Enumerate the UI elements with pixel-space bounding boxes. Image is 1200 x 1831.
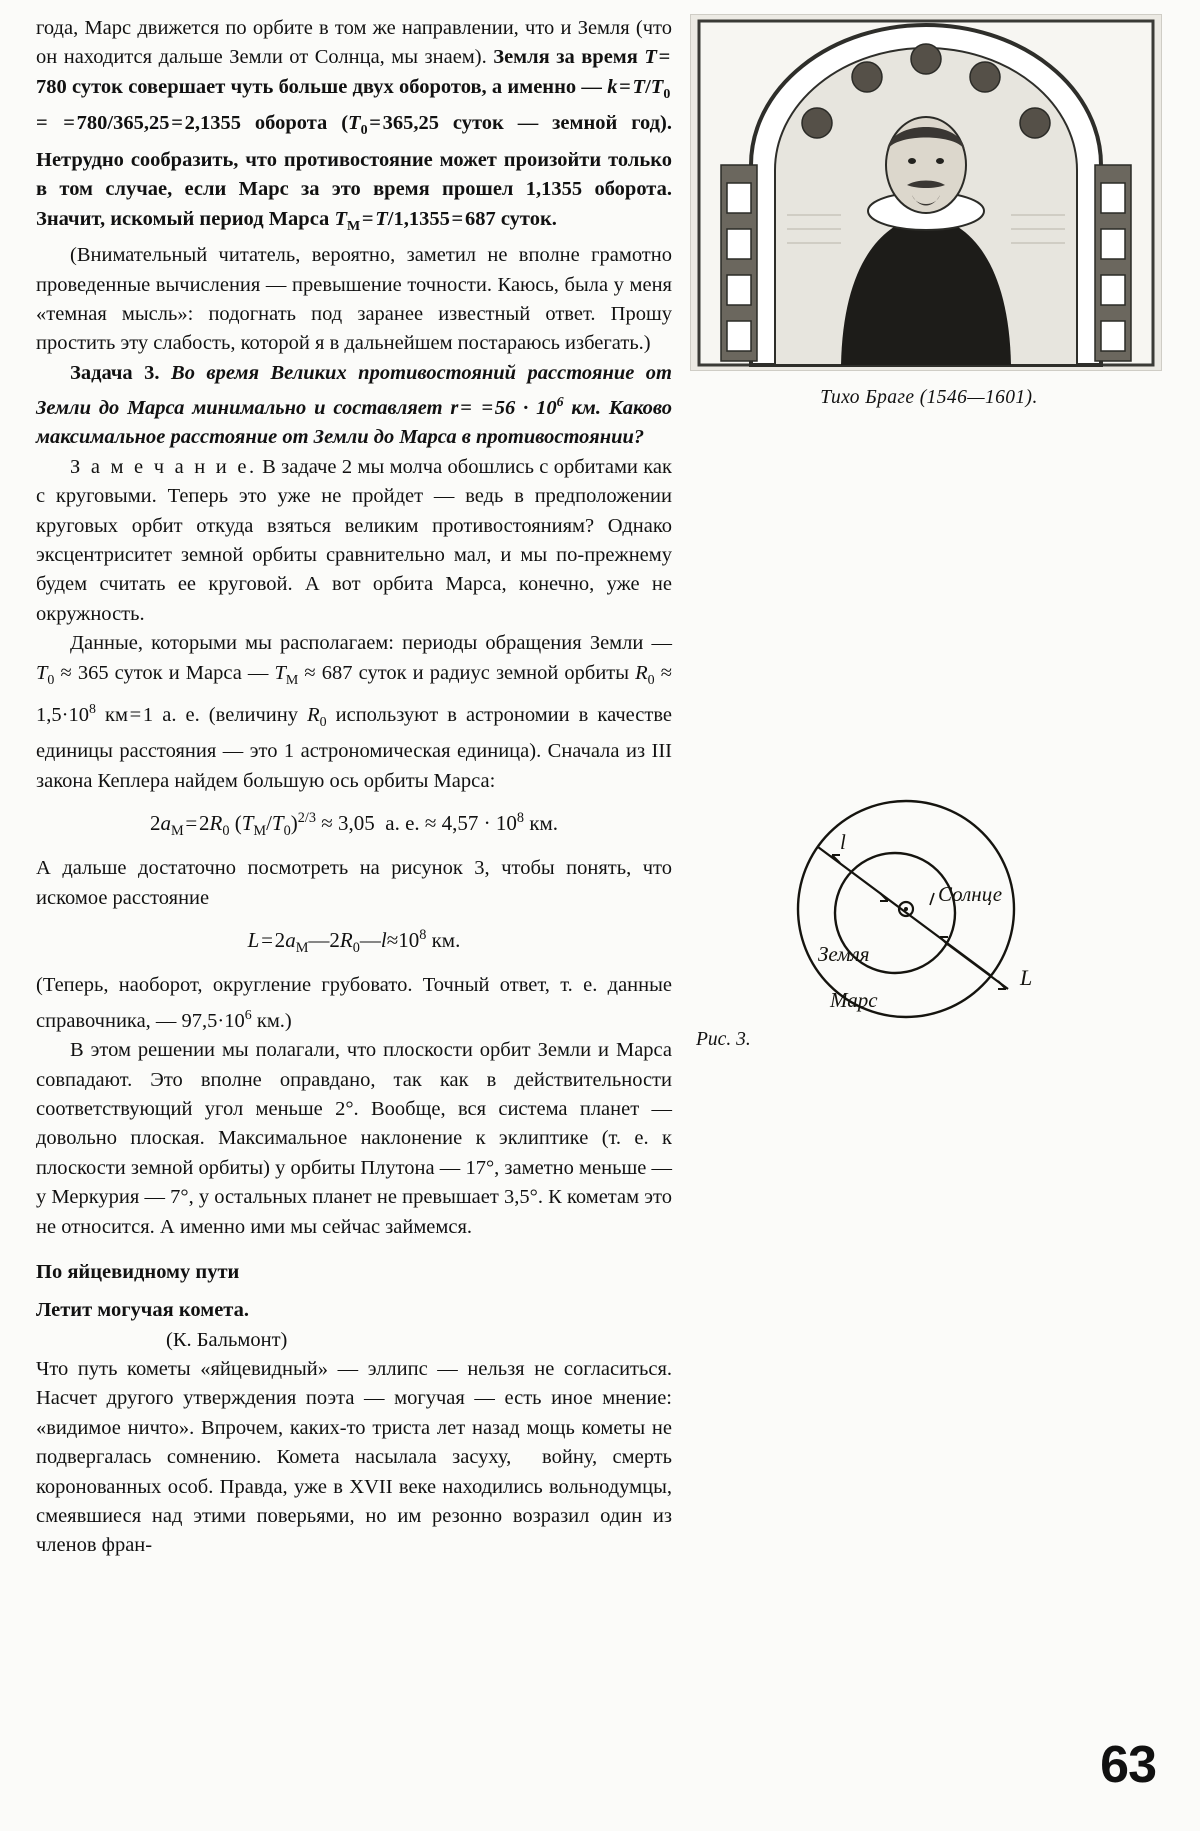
figure-caption: Рис. 3. <box>696 1029 751 1050</box>
paragraph-2: (Внимательный читатель, вероятно, заметил не вполне грамотно проведенные вычисления — превышение точности. Каюсь, была у меня «темная мысль»: подогнать под заранее известный ответ. Прошу простить эту слабость, которой я в дальнейшем постараюсь избегать.) <box>36 244 672 355</box>
engraving-graphic <box>691 15 1161 370</box>
paragraph-data: Данные, которыми мы располагаем: периоды обращения Земли — $T_0 \approx 365$ суток и Марса — $T_М \approx 687$ суток и радиус земной орбиты $R_0 \approx 1,5\cdot 10^8$ км = 1 а. е. (величину $R_0$ используют в астрономии в качестве единицы расстояния — это 1 астрономическая единица). Сначала из III закона Кеплера найдем большую ось орбиты Марса: <box>36 632 672 792</box>
verse-line-2: Летит могучая комета. <box>36 1298 249 1321</box>
paragraph-1: года, Марс движется по орбите в том же направлении, что и Земля (что он находится дальше Земли от Солнца, мы знаем). Земля за время T = 780 суток совершает чуть больше двух оборотов, а именно — k = $T/T_0$ = = 780/365,25 = 2,1355 оборота ($T_0$ = 365,25 суток — земной год). Нетрудно сообразить, что противостояние может произойти только в том случае, если Марс за это время прошел 1,1355 оборота. Значит, искомый период Марса $T_М$ = T/1,1355 = 687 суток. <box>36 17 673 234</box>
label-mars: Марс <box>830 988 878 1012</box>
paragraph-after-formula: А дальше достаточно посмотреть на рисунок 3, чтобы понять, что искомое расстояние <box>36 857 672 909</box>
spacer <box>36 1242 672 1248</box>
verse-author: (К. Бальмонт) <box>166 1328 288 1351</box>
paragraph-7: В этом решении мы полагали, что плоскости орбит Земли и Марса совпадают. Это вполне оправдано, так как в действительности соответствующий угол меньше 2°. Вообще, вся система планет — довольно плоская. Максимальное наклонение к эклиптике (т. е. к плоскости земной орбиты) у орбиты Плутона — 17°, заметно меньше — у Меркурия — 7°, у остальных планет не превышает 3,5°. К кометам это не относится. А именно ими мы сейчас займемся. <box>36 1039 672 1238</box>
paragraph-6: (Теперь, наоборот, округление грубовато. Точный ответ, т. е. данные справочника, — $97,5\cdot 10^6$ км.) <box>36 974 672 1032</box>
label-sun: Солнце <box>938 882 1003 906</box>
orbit-diagram <box>690 789 1160 1019</box>
figures-column <box>690 14 1168 1051</box>
paragraph-remark: З а м е ч а н и е. В задаче 2 мы молча обошлись с орбитами как с круговыми. Теперь это уже не пройдет — ведь в предположении круговых орбит откуда взяться великим противостояниям? Однако эксцентриситет земной орбиты сравнительно мал, и мы по-прежнему будем считать ее круговой. А вот орбита Марса, конечно, уже не окружность. <box>36 455 672 625</box>
verse-line-1: По яйцевидному пути <box>36 1260 240 1283</box>
portrait-caption: Тихо Браге (1546—1601). <box>820 387 1038 408</box>
label-earth: Земля <box>818 942 870 966</box>
tycho-brahe-engraving <box>690 14 1162 371</box>
page-number: 63 <box>1100 1736 1156 1794</box>
label-L: L <box>1020 965 1033 990</box>
orbit-diagram-graphic <box>690 789 1160 1029</box>
paragraph-task-3: Задача 3. Во время Великих противостояний расстояние от Земли до Марса минимально и составляет r = = $56 \cdot 10^6$ км. Каково максимальное расстояние от Земли до Марса в противостоянии? <box>36 361 673 449</box>
paragraph-final: Что путь кометы «яйцевидный» — эллипс — нельзя не согласиться. Насчет другого утверждения поэта — могучая — есть иное мнение: «видимое ничто». Впрочем, каких-то триста лет назад мощь кометы не подвергалась сомнению. Комета насылала засуху, войну, смерть коронованных особ. Правда, уже в XVII веке находились вольнодумцы, смеявшиеся над этими поверьями, но им резонно возразил один из членов фран- <box>36 1357 672 1557</box>
formula-major-axis: $2a_М$ = $2R_0$ $(T_М/T_0)^{2/3} \approx 3,05$ а. е. ≈ $4,57 \cdot 10^8$ км. <box>149 810 559 840</box>
label-l: l <box>840 830 846 854</box>
formula-distance: L = $2a_М—2R_0—l\approx 10^8$ км. <box>247 927 461 957</box>
text-column <box>36 14 672 1561</box>
